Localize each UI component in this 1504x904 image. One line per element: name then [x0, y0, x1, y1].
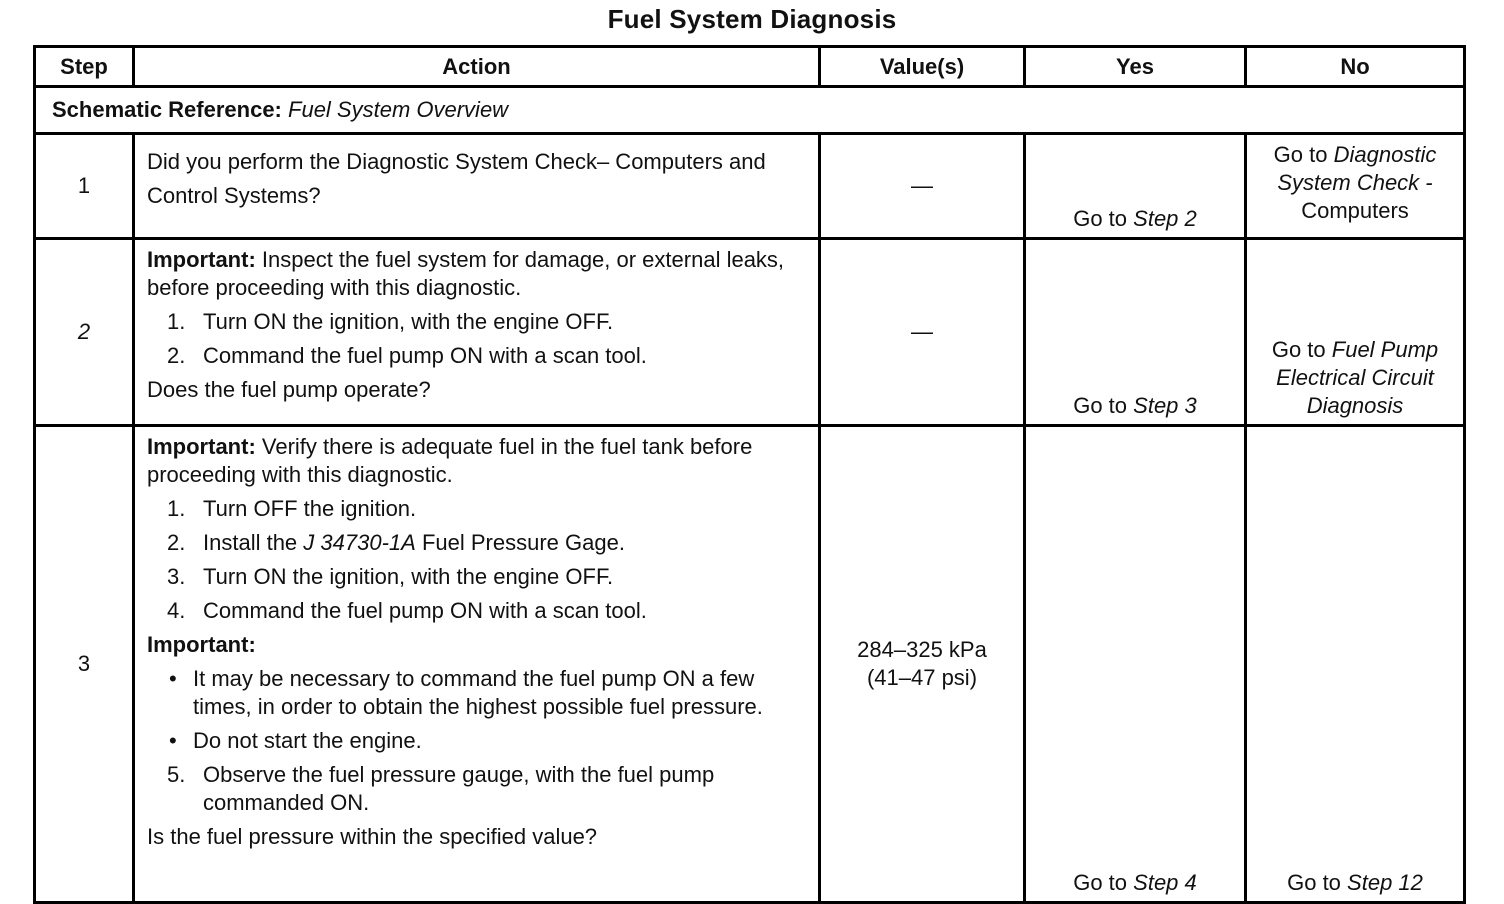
no-cell: [1246, 134, 1465, 239]
important-note: [147, 246, 806, 302]
schematic-label: Schematic Reference:: [52, 97, 282, 122]
list-item: [147, 342, 806, 370]
list-number: 5.: [167, 762, 186, 787]
list-text: Observe the fuel pressure gauge, with the fuel pump commanded ON.: [203, 762, 715, 815]
list-text: Turn ON the ignition, with the engine OFF.: [203, 309, 614, 334]
list-item: [147, 563, 806, 591]
list-text: It may be necessary to command the fuel pump ON a few times, in order to obtain the highest possible fuel pressure.: [193, 666, 763, 719]
list-number: 4.: [167, 598, 186, 623]
no-cell: [1246, 426, 1465, 903]
header-action: Action: [134, 47, 820, 87]
schematic-reference: Fuel System Overview: [288, 97, 509, 122]
list-number: 3.: [167, 564, 186, 589]
yes-prefix: Go to: [1073, 393, 1128, 418]
important-text: Inspect the fuel system for damage, or external leaks, before proceeding with this diagnostic.: [147, 247, 785, 300]
yes-prefix: Go to: [1073, 206, 1128, 231]
yes-step-link[interactable]: Step 3: [1133, 393, 1197, 418]
important-text: Verify there is adequate fuel in the fuel tank before proceeding with this diagnostic.: [147, 434, 753, 487]
bullet-icon: •: [169, 728, 177, 753]
no-prefix: Go to: [1287, 870, 1341, 895]
step-list: [147, 495, 806, 625]
list-text: Command the fuel pump ON with a scan tool.: [203, 598, 647, 623]
action-question: Is the fuel pressure within the specified value?: [147, 824, 598, 849]
bullet-list: [147, 665, 806, 755]
no-cell: [1246, 239, 1465, 426]
yes-prefix: Go to: [1073, 870, 1128, 895]
important-label: Important:: [147, 247, 256, 272]
important-label: Important:: [147, 434, 256, 459]
list-number: 1.: [167, 309, 186, 334]
action-question: Did you perform the Diagnostic System Check– Computers and Control Systems?: [147, 149, 766, 208]
yes-cell: [1025, 134, 1246, 239]
step-list: [147, 308, 806, 370]
step-list: [147, 761, 806, 817]
list-text: Turn ON the ignition, with the engine OFF.: [203, 564, 614, 589]
value-kpa: 284–325 kPa: [857, 637, 987, 662]
important-label: Important:: [147, 632, 256, 657]
header-yes: Yes: [1025, 47, 1246, 87]
page-title: Fuel System Diagnosis: [607, 4, 897, 34]
table-row: [35, 239, 1465, 426]
action-cell: [134, 239, 820, 426]
step-number: 3: [35, 426, 134, 903]
action-cell: [134, 426, 820, 903]
schematic-cell: [35, 87, 1465, 134]
list-item: [147, 529, 806, 557]
list-text-post: Fuel Pressure Gage.: [421, 530, 625, 555]
list-number: 1.: [167, 496, 186, 521]
bullet-icon: •: [169, 666, 177, 691]
table-row: [35, 426, 1465, 903]
value-cell: —: [820, 134, 1025, 239]
list-item: [147, 495, 806, 523]
yes-cell: [1025, 239, 1246, 426]
no-procedure-link[interactable]: Fuel Pump Electrical Circuit Diagnosis: [1276, 337, 1439, 418]
no-prefix: Go to: [1273, 142, 1328, 167]
no-step-link[interactable]: Step 12: [1347, 870, 1423, 895]
list-item: [147, 308, 806, 336]
tool-reference: J 34730-1A: [303, 530, 416, 555]
list-item: [147, 761, 806, 817]
header-no: No: [1246, 47, 1465, 87]
list-item: [147, 727, 806, 755]
yes-step-link[interactable]: Step 4: [1133, 870, 1197, 895]
header-step: Step: [35, 47, 134, 87]
action-cell: [134, 134, 820, 239]
list-text: Do not start the engine.: [193, 728, 422, 753]
value-cell: —: [820, 239, 1025, 426]
list-number: 2.: [167, 530, 186, 555]
header-row: [35, 47, 1465, 87]
action-question: Does the fuel pump operate?: [147, 377, 431, 402]
diagnosis-table: [33, 45, 1466, 904]
header-values: Value(s): [820, 47, 1025, 87]
list-text-pre: Install the: [203, 530, 298, 555]
list-number: 2.: [167, 343, 186, 368]
no-suffix: Computers: [1301, 198, 1409, 223]
list-item: [147, 597, 806, 625]
list-text: Command the fuel pump ON with a scan tool.: [203, 343, 647, 368]
step-number: 2: [35, 239, 134, 426]
yes-cell: [1025, 426, 1246, 903]
list-item: [147, 665, 806, 721]
value-cell: [820, 426, 1025, 903]
no-prefix: Go to: [1271, 337, 1326, 362]
step-number: 1: [35, 134, 134, 239]
important-note: [147, 433, 806, 489]
yes-step-link[interactable]: Step 2: [1133, 206, 1197, 231]
list-text: Turn OFF the ignition.: [203, 496, 417, 521]
value-psi: (41–47 psi): [866, 665, 978, 690]
table-row: [35, 134, 1465, 239]
no-procedure-link[interactable]: Diagnostic System Check -: [1277, 142, 1437, 195]
schematic-row: [35, 87, 1465, 134]
